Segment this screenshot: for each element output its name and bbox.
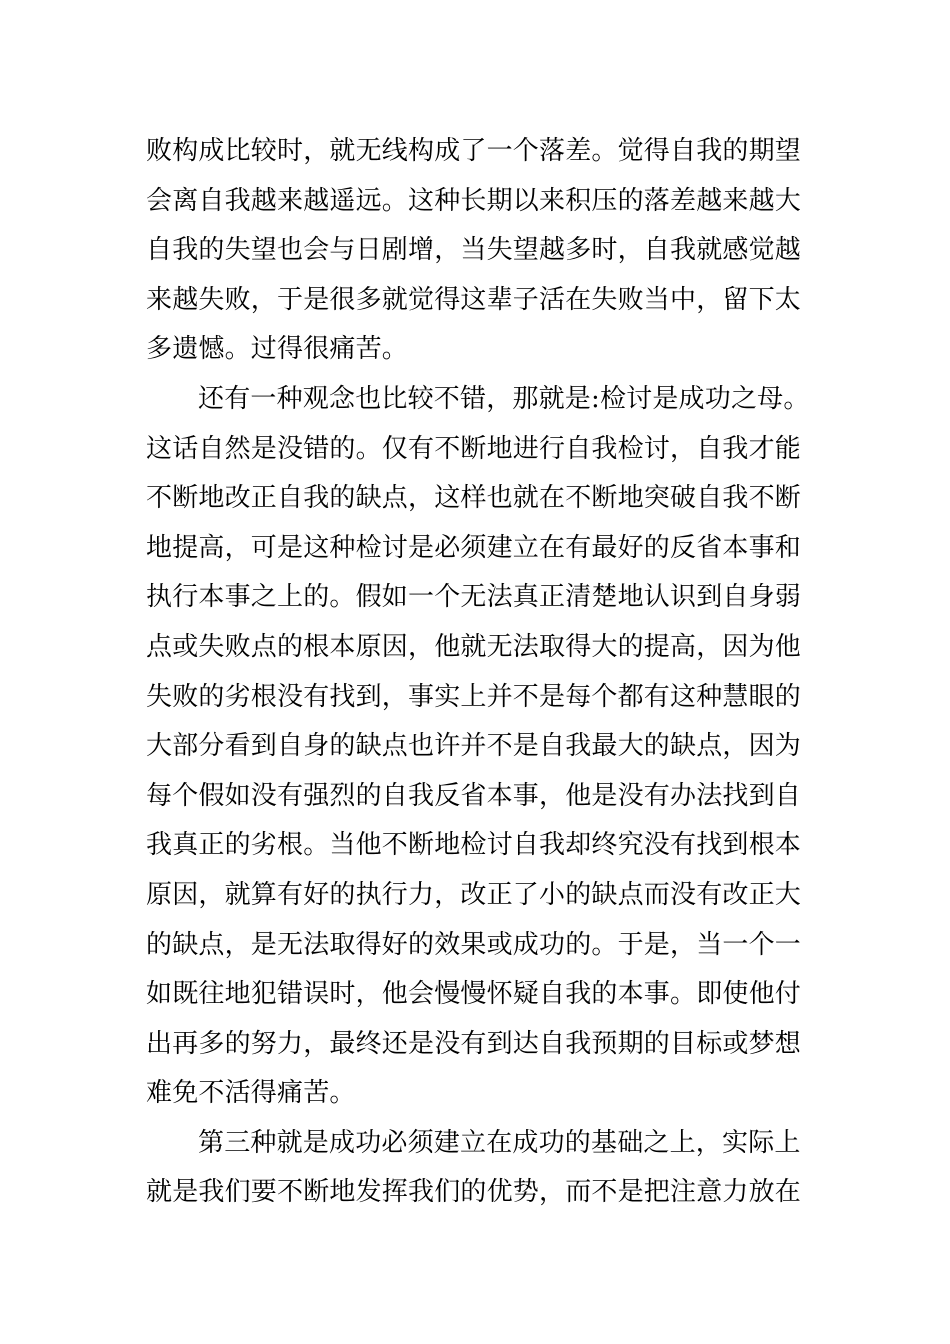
text-line: 如既往地犯错误时，他会慢慢怀疑自我的本事。即使他付 — [146, 979, 802, 1010]
text-line: 执行本事之上的。假如一个无法真正清楚地认识到自身弱 — [146, 582, 802, 613]
text-line: 每个假如没有强烈的自我反省本事，他是没有办法找到自 — [146, 780, 802, 811]
text-line: 失败的劣根没有找到，事实上并不是每个都有这种慧眼的 — [146, 681, 802, 712]
text-line: 还有一种观念也比较不错，那就是:检讨是成功之母。 — [198, 383, 810, 414]
paragraph-3 — [146, 1119, 826, 1218]
text-line: 第三种就是成功必须建立在成功的基础之上，实际上 — [198, 1127, 801, 1158]
text-line: 原因，就算有好的执行力，改正了小的缺点而没有改正大 — [146, 879, 802, 910]
text-line: 就是我们要不断地发挥我们的优势，而不是把注意力放在 — [146, 1177, 802, 1208]
text-line: 的缺点，是无法取得好的效果或成功的。于是，当一个一 — [146, 929, 802, 960]
text-line: 地提高，可是这种检讨是必须建立在有最好的反省本事和 — [146, 532, 802, 563]
text-line: 多遗憾。过得很痛苦。 — [146, 334, 409, 365]
text-line: 点或失败点的根本原因，他就无法取得大的提高，因为他 — [146, 631, 802, 662]
text-line: 来越失败，于是很多就觉得这辈子活在失败当中，留下太 — [146, 284, 802, 315]
paragraph-2 — [146, 375, 826, 1119]
text-line: 败构成比较时，就无线构成了一个落差。觉得自我的期望 — [146, 136, 802, 166]
text-line: 出再多的努力，最终还是没有到达自我预期的目标或梦想 — [146, 1028, 802, 1059]
text-line: 不断地改正自我的缺点，这样也就在不断地突破自我不断 — [146, 483, 802, 514]
body-text — [146, 127, 826, 1218]
text-line: 我真正的劣根。当他不断地检讨自我却终究没有找到根本 — [146, 830, 802, 861]
text-line: 会离自我越来越遥远。这种长期以来积压的落差越来越大 — [146, 185, 802, 216]
text-line: 这话自然是没错的。仅有不断地进行自我检讨，自我才能 — [146, 433, 802, 464]
text-line: 大部分看到自身的缺点也许并不是自我最大的缺点，因为 — [146, 731, 802, 762]
text-line: 难免不活得痛苦。 — [146, 1078, 356, 1109]
text-line: 自我的失望也会与日剧增，当失望越多时，自我就感觉越 — [146, 235, 802, 266]
paragraph-1 — [146, 127, 826, 375]
